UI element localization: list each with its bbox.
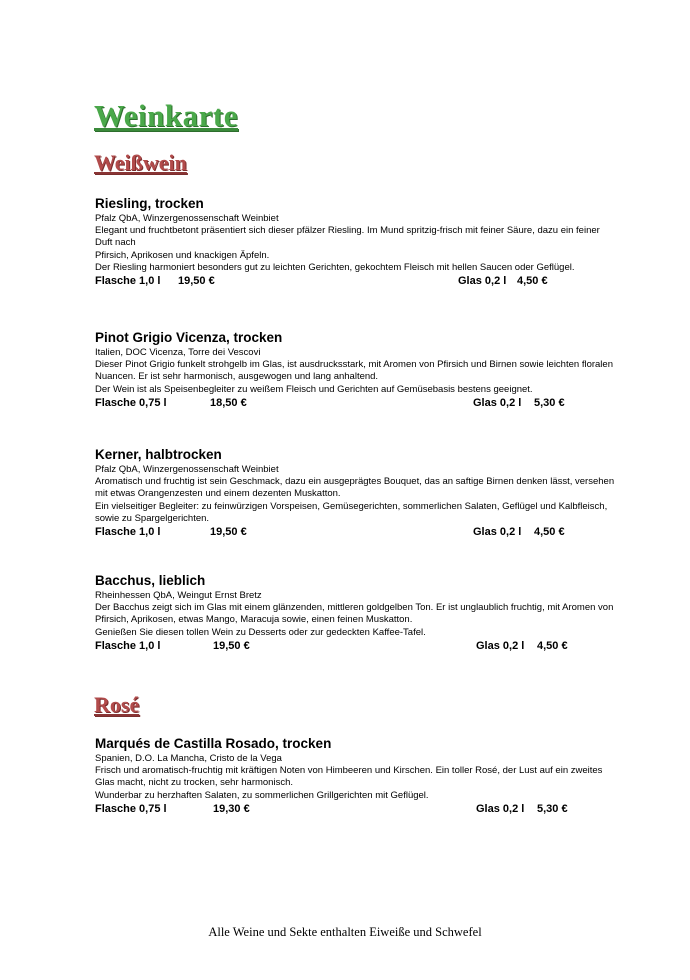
wine-entry-riesling [95, 196, 615, 289]
glass-price: 4,50 € [517, 275, 548, 288]
glass-size: Glas 0,2 l [473, 526, 522, 539]
wine-origin: Rheinhessen QbA, Weingut Ernst Bretz [95, 590, 262, 601]
bottle-size: Flasche 0,75 l [95, 802, 167, 815]
wine-entry-marques-de-castilla [95, 736, 615, 817]
wine-description [95, 602, 615, 639]
price-row [95, 526, 615, 540]
page-title: Weinkarte [94, 98, 238, 133]
price-row [95, 275, 615, 289]
allergen-note: Alle Weine und Sekte enthalten Eiweiße und Schwefel [208, 925, 482, 939]
wine-origin: Pfalz QbA, Winzergenossenschaft Weinbiet [95, 213, 279, 224]
glass-size: Glas 0,2 l [476, 639, 525, 652]
glass-price: 5,30 € [534, 396, 565, 409]
glass-price: 4,50 € [534, 526, 565, 539]
wine-description-line: Der Bacchus zeigt sich im Glas mit einem glänzenden, mittleren goldgelben Ton. Er ist unglaublich fruchtig, mit Aromen von Pfirsich, Aprikosen, etwas Mango, Maracuja sowie, einen feinen Muskatton. [95, 602, 614, 626]
wine-name: Pinot Grigio Vicenza, trocken [95, 330, 283, 345]
bottle-size: Flasche 0,75 l [95, 396, 167, 409]
wine-description-line: Der Wein ist als Speisenbegleiter zu weißem Fleisch und Gerichten auf Gemüsebasis bestens geeignet. [95, 383, 533, 395]
wine-description-line: Wunderbar zu herzhaften Salaten, zu sommerlichen Grillgerichten mit Geflügel. [95, 789, 429, 801]
glass-size: Glas 0,2 l [458, 275, 507, 288]
wine-name: Marqués de Castilla Rosado, trocken [95, 736, 332, 751]
wine-description-line: Dieser Pinot Grigio funkelt strohgelb im Glas, ist ausdrucksstark, mit Aromen von Pfirsich und Birnen sowie leichten floralen Nuancen. Er ist sehr harmonisch, ausgewogen und lang anhaltend. [95, 359, 613, 383]
wine-name: Riesling, trocken [95, 196, 204, 211]
bottle-size: Flasche 1,0 l [95, 275, 161, 288]
wine-entry-bacchus [95, 573, 615, 654]
bottle-price: 19,50 € [210, 526, 247, 539]
wine-description-line: Pfirsich, Aprikosen und knackigen Äpfeln. [95, 249, 270, 261]
glass-price: 5,30 € [537, 802, 568, 815]
price-row [95, 803, 615, 817]
bottle-price: 18,50 € [210, 396, 247, 409]
wine-origin: Italien, DOC Vicenza, Torre dei Vescovi [95, 347, 261, 358]
wine-entry-pinot-grigio [95, 330, 615, 411]
glass-price: 4,50 € [537, 639, 568, 652]
wine-description [95, 765, 615, 802]
price-row [95, 640, 615, 654]
bottle-price: 19,50 € [213, 639, 250, 652]
wine-description-line: Der Riesling harmoniert besonders gut zu leichten Gerichten, gekochtem Fleisch mit hellen Saucen oder Geflügel. [95, 261, 575, 273]
wine-name: Kerner, halbtrocken [95, 447, 222, 462]
wine-entry-kerner [95, 447, 615, 540]
wine-description-line: Ein vielseitiger Begleiter: zu feinwürzigen Vorspeisen, Gemüsegerichten, sommerlichen Salaten, Geflügel und Kalbfleisch, sowie zu Spargelgerichten. [95, 500, 608, 524]
glass-size: Glas 0,2 l [473, 396, 522, 409]
bottle-price: 19,30 € [213, 802, 250, 815]
section-heading-rose: Rosé [94, 692, 140, 717]
wine-description [95, 225, 615, 274]
wine-description-line: Frisch und aromatisch-fruchtig mit kräftigen Noten von Himbeeren und Kirschen. Ein toller Rosé, der Lust auf ein zweites Glas macht, nicht zu trocken, sehr harmonisch. [95, 765, 603, 789]
wine-description-line: Aromatisch und fruchtig ist sein Geschmack, dazu ein ausgeprägtes Bouquet, das an saftige Birnen denken lässt, versehen mit etwas Orangenzesten und einem dezenten Muskatton. [95, 476, 615, 500]
wine-description [95, 359, 615, 396]
glass-size: Glas 0,2 l [476, 802, 525, 815]
bottle-price: 19,50 € [178, 275, 215, 288]
section-heading-weisswein: Weißwein [94, 150, 187, 175]
wine-description [95, 476, 615, 525]
bottle-size: Flasche 1,0 l [95, 526, 161, 539]
wine-name: Bacchus, lieblich [95, 573, 206, 588]
wine-description-line: Elegant und fruchtbetont präsentiert sich dieser pfälzer Riesling. Im Mund spritzig-frisch mit feiner Säure, dazu ein feiner Duft nach [95, 225, 600, 249]
bottle-size: Flasche 1,0 l [95, 639, 161, 652]
price-row [95, 397, 615, 411]
wine-origin: Pfalz QbA, Winzergenossenschaft Weinbiet [95, 464, 279, 475]
wine-origin: Spanien, D.O. La Mancha, Cristo de la Vega [95, 753, 282, 764]
wine-description-line: Genießen Sie diesen tollen Wein zu Desserts oder zur gedeckten Kaffee-Tafel. [95, 626, 426, 638]
